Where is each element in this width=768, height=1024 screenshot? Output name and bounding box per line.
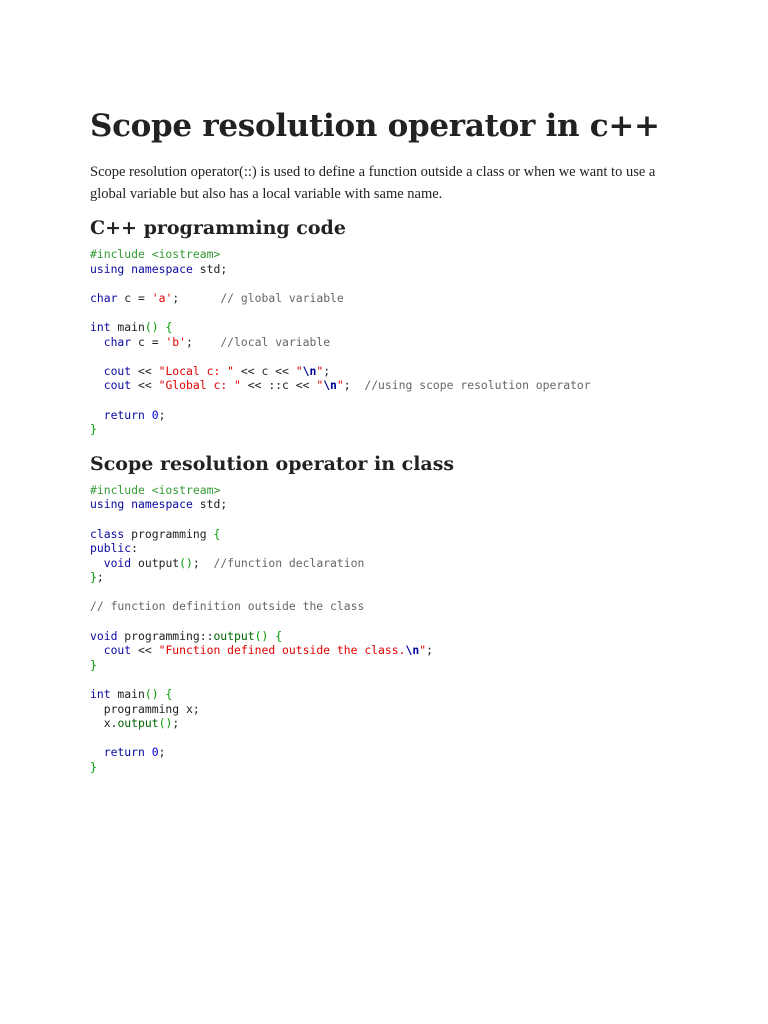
code-line: void output(); //function declaration [103, 555, 365, 570]
code-line: int main() { [90, 687, 173, 702]
code-line: using namespace std; [90, 497, 228, 512]
code-line: public: [90, 541, 139, 556]
code-line: programming x; [90, 701, 200, 716]
code-line: int main() { [90, 319, 173, 334]
article [90, 104, 690, 789]
code-line: using namespace std; [90, 261, 228, 276]
page-title: Scope resolution operator in c++ [90, 108, 660, 144]
intro-paragraph: Scope resolution operator(::) is used to define a function outside a class or when we want to use a global variable but also has a local variable with same name. [90, 164, 656, 202]
code-line: cout << "Local c: " << c << "\n"; [103, 363, 331, 378]
code-line: void programming::output() { [90, 628, 283, 643]
code-line: }; [90, 570, 104, 585]
code-line: char c = 'b'; //local variable [103, 334, 331, 349]
code-line: class programming { [90, 526, 221, 541]
code-line: // function definition outside the class [90, 599, 365, 614]
code-line: return 0; [103, 407, 166, 422]
section-heading-programming-code: C++ programming code [90, 217, 346, 239]
code-line: cout << "Function defined outside the class.\n"; [103, 643, 433, 658]
code-line: return 0; [103, 745, 166, 760]
code-line: #include <iostream> [90, 482, 221, 497]
code-block-class [90, 483, 690, 775]
code-line: #include <iostream> [90, 247, 221, 261]
section-heading-class: Scope resolution operator in class [90, 452, 455, 475]
code-line: } [90, 760, 97, 774]
code-line: } [90, 422, 97, 437]
code-line: x.output(); [90, 716, 180, 731]
code-line: cout << "Global c: " << ::c << "\n"; //using scope resolution operator [103, 378, 591, 393]
code-line: } [90, 657, 97, 672]
code-block-global-variable [90, 247, 690, 437]
code-line: char c = 'a'; // global variable [90, 290, 344, 305]
